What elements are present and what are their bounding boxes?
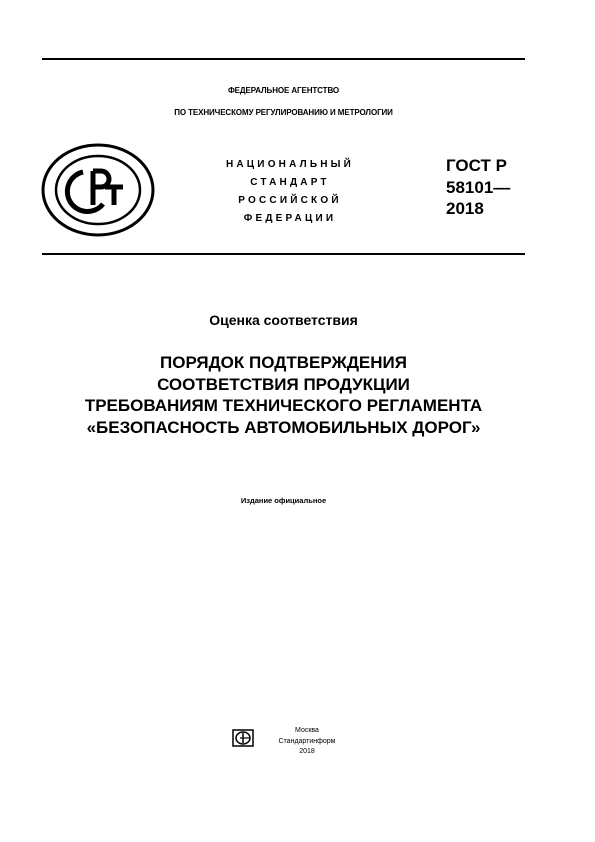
rst-logo-icon <box>41 143 155 237</box>
standard-line-2: СТАНДАРТ <box>250 177 330 188</box>
title-line-2: СООТВЕТСТВИЯ ПРОДУКЦИИ <box>157 374 410 394</box>
top-rule <box>42 58 525 60</box>
publisher-name: Стандартинформ <box>278 737 336 745</box>
designation-line-2: 58101— <box>446 177 511 197</box>
standard-line-3: РОССИЙСКОЙ <box>238 195 342 206</box>
publisher-city: Москва <box>295 727 319 734</box>
agency-header <box>42 80 525 124</box>
agency-line-1: ФЕДЕРАЛЬНОЕ АГЕНТСТВО <box>227 86 340 95</box>
title-line-3: ТРЕБОВАНИЯМ ТЕХНИЧЕСКОГО РЕГЛАМЕНТА <box>84 396 483 415</box>
middle-rule <box>42 253 525 255</box>
title-line-1: ПОРЯДОК ПОДТВЕРЖДЕНИЯ <box>160 353 407 372</box>
standard-designation <box>446 155 510 220</box>
rst-logo <box>41 143 155 237</box>
title-line-4: «БЕЗОПАСНОСТЬ АВТОМОБИЛЬНЫХ ДОРОГ» <box>86 417 481 437</box>
national-standard-label <box>210 156 370 228</box>
publisher-logo-icon <box>232 729 254 747</box>
standard-line-4: ФЕДЕРАЦИИ <box>243 213 337 224</box>
standard-line-1: НАЦИОНАЛЬНЫЙ <box>225 159 355 170</box>
publisher-info <box>264 726 350 758</box>
document-category: Оценка соответствия <box>209 312 358 328</box>
designation-line-3: 2018 <box>446 199 484 218</box>
agency-line-2: ПО ТЕХНИЧЕСКОМУ РЕГУЛИРОВАНИЮ И МЕТРОЛОГИИ <box>174 108 393 117</box>
edition-note: Издание официальное <box>240 496 327 505</box>
designation-line-1: ГОСТ Р <box>446 156 507 175</box>
publisher-logo <box>232 729 254 747</box>
publisher-year: 2018 <box>299 748 315 755</box>
document-title <box>42 352 525 438</box>
